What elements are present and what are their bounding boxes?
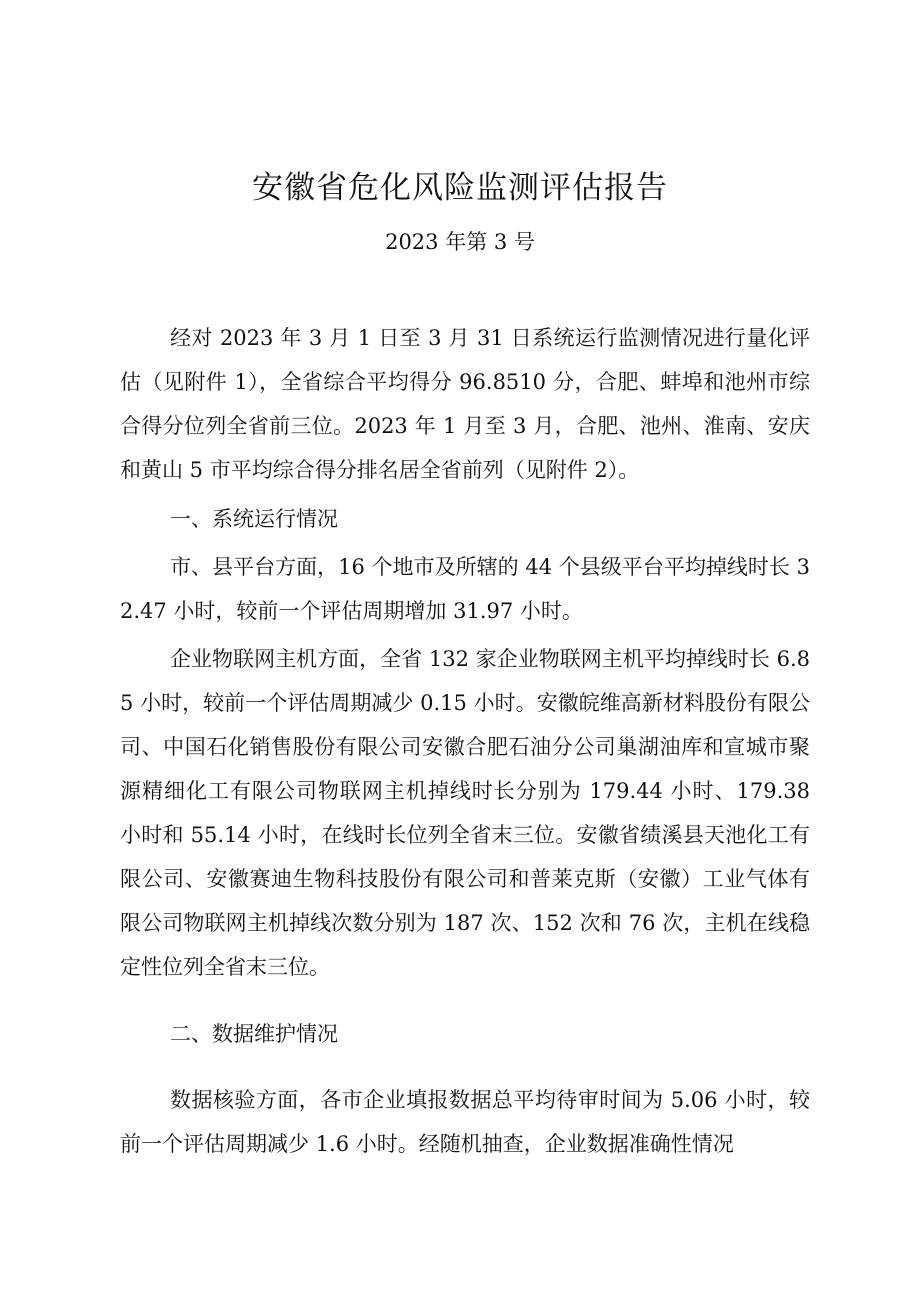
paragraph-iot-hosts: 企业物联网主机方面，全省 132 家企业物联网主机平均掉线时长 6.85 小时，较前一个评估周期减少 0.15 小时。安徽皖维高新材料股份有限公司、中国石化销售股份有限公司安徽合肥石油分公司巢湖油库和宣城市聚源精细化工有限公司物联网主机掉线时长分别为 179.44 小时、179.38 小时和 55.14 小时，在线时长位列全省末三位。安徽省绩溪县天池化工有限公司、安徽赛迪生物科技股份有限公司和普莱克斯（安徽）工业气体有限公司物联网主机掉线次数分别为 187 次、152 次和 76 次，主机在线稳定性位列全省末三位。 <box>120 647 810 979</box>
section-heading-system-operation: 一、系统运行情况 <box>170 507 338 531</box>
paragraph-platforms: 市、县平台方面，16 个地市及所辖的 44 个县级平台平均掉线时长 32.47 小时，较前一个评估周期增加 31.97 小时。 <box>120 555 810 623</box>
section-heading-data-maintenance: 二、数据维护情况 <box>170 1022 338 1046</box>
report-title: 安徽省危化风险监测评估报告 <box>252 170 668 206</box>
paragraph-data-verification: 数据核验方面，各市企业填报数据总平均待审时间为 5.06 小时，较前一个评估周期减少 1.6 小时。经随机抽查，企业数据准确性情况 <box>120 1088 810 1156</box>
issue-number: 2023 年第 3 号 <box>385 230 535 254</box>
paragraph-overview: 经对 2023 年 3 月 1 日至 3 月 31 日系统运行监测情况进行量化评估（见附件 1），全省综合平均得分 96.8510 分，合肥、蚌埠和池州市综合得分位列全省前三位。2023 年 1 月至 3 月，合肥、池州、淮南、安庆和黄山 5 市平均综合得分排名居全省前列（见附件 2）。 <box>120 326 810 482</box>
